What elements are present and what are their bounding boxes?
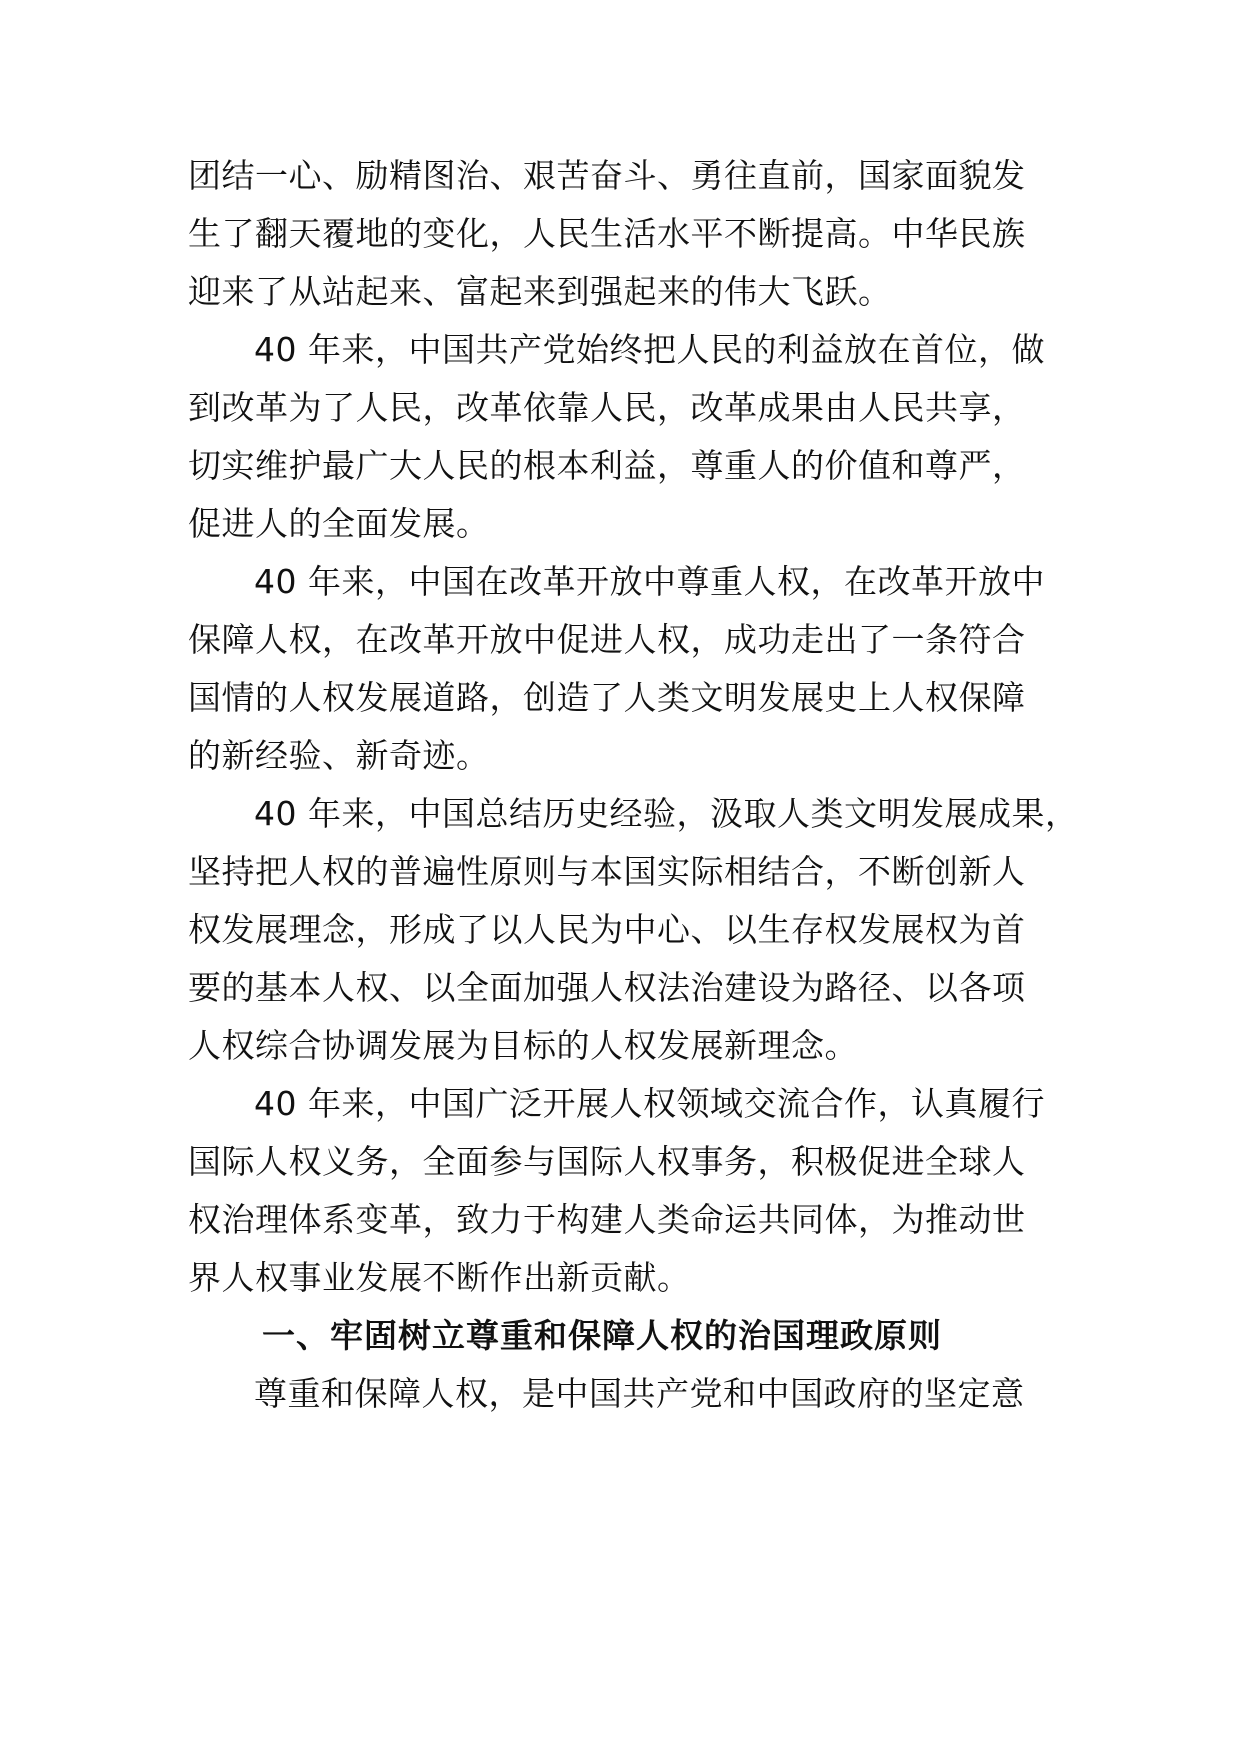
paragraph-line: 促进人的全面发展。	[188, 504, 490, 543]
section-heading: 一、牢固树立尊重和保障人权的治国理政原则	[262, 1316, 942, 1355]
paragraph-line: 切实维护最广大人民的根本利益，尊重人的价值和尊严，	[188, 446, 1026, 485]
paragraph-line: 要的基本人权、以全面加强人权法治建设为路径、以各项	[188, 968, 1026, 1007]
paragraph-line: 保障人权，在改革开放中促进人权，成功走出了一条符合	[188, 620, 1026, 659]
paragraph-line: 国际人权义务，全面参与国际人权事务，积极促进全球人	[188, 1142, 1026, 1181]
paragraph-line: 40 年来，中国广泛开展人权领域交流合作，认真履行	[254, 1084, 1045, 1123]
paragraph-line: 权发展理念，形成了以人民为中心、以生存权发展权为首	[188, 910, 1026, 949]
paragraph-line: 坚持把人权的普遍性原则与本国实际相结合，不断创新人	[188, 852, 1026, 891]
paragraph-line: 界人权事业发展不断作出新贡献。	[188, 1258, 691, 1297]
paragraph-line: 尊重和保障人权，是中国共产党和中国政府的坚定意	[254, 1374, 1025, 1413]
paragraph-line: 国情的人权发展道路，创造了人类文明发展史上人权保障	[188, 678, 1026, 717]
paragraph-line: 40 年来，中国共产党始终把人民的利益放在首位，做	[254, 330, 1045, 369]
paragraph-line: 的新经验、新奇迹。	[188, 736, 490, 775]
paragraph-line: 权治理体系变革，致力于构建人类命运共同体，为推动世	[188, 1200, 1026, 1239]
paragraph-line: 团结一心、励精图治、艰苦奋斗、勇往直前，国家面貌发	[188, 156, 1026, 195]
paragraph-line: 到改革为了人民，改革依靠人民，改革成果由人民共享，	[188, 388, 1026, 427]
paragraph-line: 40 年来，中国在改革开放中尊重人权，在改革开放中	[254, 562, 1045, 601]
paragraph-line: 40 年来，中国总结历史经验，汲取人类文明发展成果，	[254, 794, 1079, 833]
paragraph-line: 生了翻天覆地的变化，人民生活水平不断提高。中华民族	[188, 214, 1026, 253]
paragraph-line: 人权综合协调发展为目标的人权发展新理念。	[188, 1026, 858, 1065]
paragraph-line: 迎来了从站起来、富起来到强起来的伟大飞跃。	[188, 272, 892, 311]
